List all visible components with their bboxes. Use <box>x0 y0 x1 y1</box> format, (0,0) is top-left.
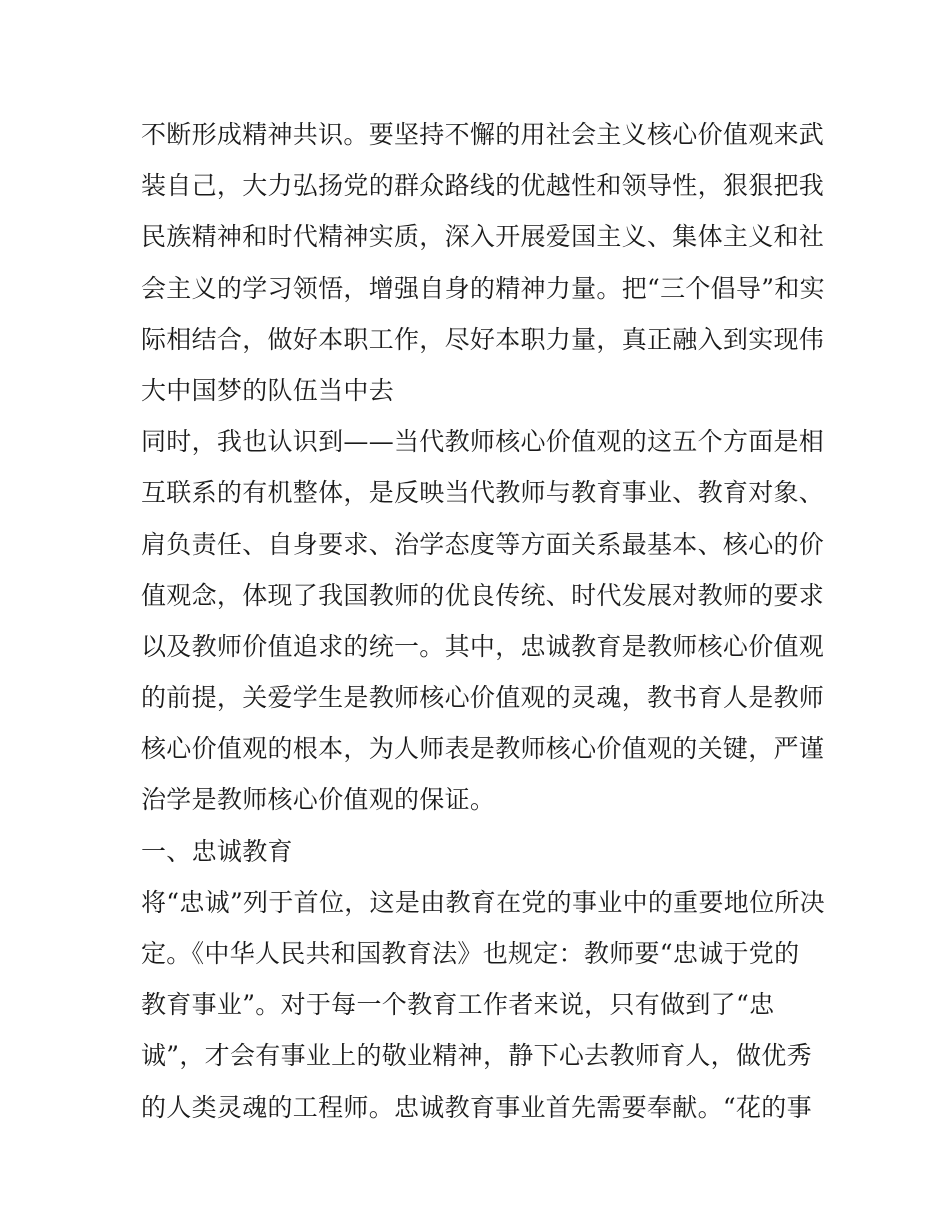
text-line: 诚”，才会有事业上的敬业精神，静下心去教师育人，做优秀 <box>141 1041 812 1071</box>
text-line: 的前提，关爱学生是教师核心价值观的灵魂，教书育人是教师 <box>141 683 825 713</box>
text-line: 会主义的学习领悟，增强自身的精神力量。把“三个倡导”和实 <box>141 273 825 303</box>
text-line: 以及教师价值追求的统一。其中，忠诚教育是教师核心价值观 <box>141 631 825 661</box>
section-heading: 一、忠诚教育 <box>141 836 293 866</box>
text-line: 大中国梦的队伍当中去 <box>141 375 395 405</box>
text-line: 治学是教师核心价值观的保证。 <box>141 785 496 815</box>
text-line: 值观念，体现了我国教师的优良传统、时代发展对教师的要求 <box>141 580 825 610</box>
text-line: 互联系的有机整体，是反映当代教师与教育事业、教育对象、 <box>141 478 825 508</box>
document-body <box>141 109 825 1133</box>
text-line: 民族精神和时代精神实质，深入开展爱国主义、集体主义和社 <box>141 222 825 252</box>
text-line: 不断形成精神共识。要坚持不懈的用社会主义核心价值观来武 <box>141 120 825 149</box>
text-line: 教育事业”。对于每一个教育工作者来说，只有做到了“忠 <box>141 990 775 1020</box>
text-line: 的人类灵魂的工程师。忠诚教育事业首先需要奉献。“花的事 <box>141 1092 812 1122</box>
text-line: 际相结合，做好本职工作，尽好本职力量，真正融入到实现伟 <box>141 324 825 354</box>
text-line: 装自己，大力弘扬党的群众路线的优越性和领导性，狠狠把我 <box>141 171 825 201</box>
text-line: 将“忠诚”列于首位，这是由教育在党的事业中的重要地位所决 <box>141 887 825 917</box>
text-line: 肩负责任、自身要求、治学态度等方面关系最基本、核心的价 <box>141 529 825 559</box>
text-line: 同时，我也认识到——当代教师核心价值观的这五个方面是相 <box>141 427 825 457</box>
text-line: 核心价值观的根本，为人师表是教师核心价值观的关键，严谨 <box>141 734 825 764</box>
text-line: 定。《中华人民共和国教育法》也规定：教师要“忠诚于党的 <box>141 939 800 968</box>
